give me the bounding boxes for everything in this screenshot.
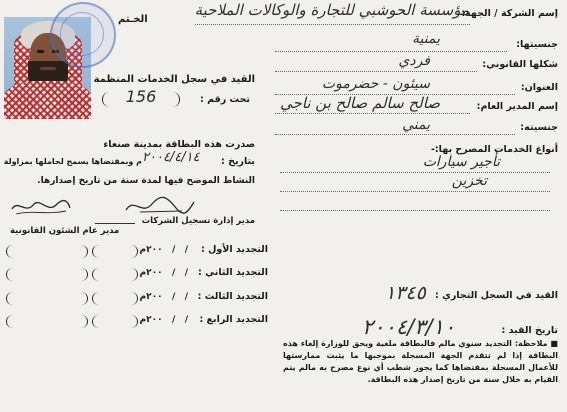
- signature-registration-director: [122, 194, 198, 218]
- dotted-line: [275, 51, 507, 52]
- renewal-label: التجديد الرابع :: [199, 314, 268, 325]
- issue-date-label: بتاريخ :: [220, 156, 255, 167]
- portrait-keffiyeh: [4, 81, 91, 119]
- register-date-value: ٢٠٠٤/٣/١٠: [362, 315, 456, 339]
- dotted-line: [275, 71, 477, 72]
- renewal-label: التجديد الأول :: [201, 244, 268, 255]
- dotted-line: [275, 134, 515, 135]
- commercial-register-label: القيد في السجل التجاري :: [435, 290, 558, 301]
- legal-form-label: شكلها القانوني:: [482, 59, 558, 70]
- service-item: تأجير سيارات: [422, 154, 500, 170]
- bracket-field: [6, 292, 88, 305]
- dotted-line: [280, 191, 550, 192]
- renewal-row: [0, 266, 275, 284]
- general-manager-value: صالح سالم صالح بن ناجي: [280, 94, 440, 112]
- renewal-row: [0, 290, 275, 308]
- bracket-field: [92, 292, 138, 305]
- manager-nationality-label: جنسيته:: [520, 122, 558, 133]
- stamp-label: الخـتم: [118, 14, 148, 25]
- official-stamp: [50, 2, 116, 68]
- company-nationality-label: جنسيتها:: [516, 39, 558, 50]
- renewal-note: ■ ملاحظة: التجديد سنوي مالم فالبطاقة ملغية ويحق للوزارة إلغاء هذه البطاقة إذا لم تتقدم الجهة المسجلة بموجبها ما يثبت ممارستها للأعمال المسجلة بمقتضاها كما يجوز شطب أي نوع مصرح به مالم يتم القيام به خلال سنة من تاريخ إصدار هذه البطاقة.: [283, 339, 558, 384]
- renewal-date: / / ٢٠٠م: [139, 268, 188, 278]
- bracket-field: [6, 268, 88, 281]
- renewal-row: [0, 243, 275, 261]
- registration-number-value: 156: [125, 87, 157, 106]
- address-label: العنوان:: [520, 82, 558, 93]
- renewal-row: [0, 313, 275, 331]
- legal-director-title: مدير عام الشئون القانونية: [10, 226, 120, 236]
- register-date-label: تاريخ القيد :: [501, 325, 558, 336]
- commercial-register-number: ١٣٤٥: [385, 282, 426, 304]
- renewal-date: / / ٢٠٠م: [139, 245, 188, 255]
- issue-date-value: ٢٠٠٤/٤/١٤: [142, 150, 200, 165]
- dotted-line: [275, 113, 470, 114]
- address-value: سيئون - حضرموت: [321, 76, 430, 92]
- dotted-line: [280, 172, 550, 173]
- portrait-eye: [37, 50, 44, 53]
- legal-form-value: فردي: [398, 53, 430, 69]
- bracket-field: [92, 245, 138, 258]
- dotted-line: [195, 24, 470, 25]
- registration-title: القيد في سجل الخدمات المنظمة: [93, 74, 255, 85]
- services-label: أنواع الخدمات المصرح بها:-: [430, 144, 558, 155]
- signature-line: [95, 223, 135, 224]
- company-name-value: مؤسسة الحوشبي للتجارة والوكالات الملاحية: [194, 1, 469, 19]
- official-stamp-inner-ring: [60, 12, 104, 56]
- activity-validity-line: النشاط الموضح فيها لمدة سنة من تاريخ إصدارها.: [37, 176, 255, 186]
- service-item: تخزين: [451, 173, 487, 189]
- renewal-label: التجديد الثالث :: [197, 291, 268, 302]
- dotted-line: [280, 210, 550, 211]
- general-manager-label: إسم المدير العام:: [476, 101, 558, 112]
- registration-number-label: تحت رقم :: [199, 94, 250, 105]
- registration-number-field: [102, 87, 180, 107]
- bracket-field: [92, 315, 138, 328]
- issue-date-suffix: م وبمقتضاها يسمح لحاملها بمزاولة: [3, 157, 142, 166]
- portrait-mouth: [40, 67, 56, 70]
- bracket-field: [6, 245, 88, 258]
- company-name-label: إسم الشركة / الجهة:: [461, 8, 558, 19]
- bracket-field: [6, 315, 88, 328]
- manager-nationality-value: يمني: [402, 117, 430, 133]
- renewal-date: / / ٢٠٠م: [139, 292, 188, 302]
- renewal-date: / / ٢٠٠م: [139, 315, 188, 325]
- renewal-label: التجديد الثاني :: [198, 267, 268, 278]
- registration-director-title: مدير إدارة تسجيل الشركات: [141, 216, 255, 226]
- signature-legal-director: [8, 195, 74, 219]
- bracket-field: [92, 268, 138, 281]
- issued-city-line: صدرت هذه البطاقة بمدينة صنعاء: [103, 139, 255, 150]
- company-nationality-value: يمنية: [412, 31, 440, 47]
